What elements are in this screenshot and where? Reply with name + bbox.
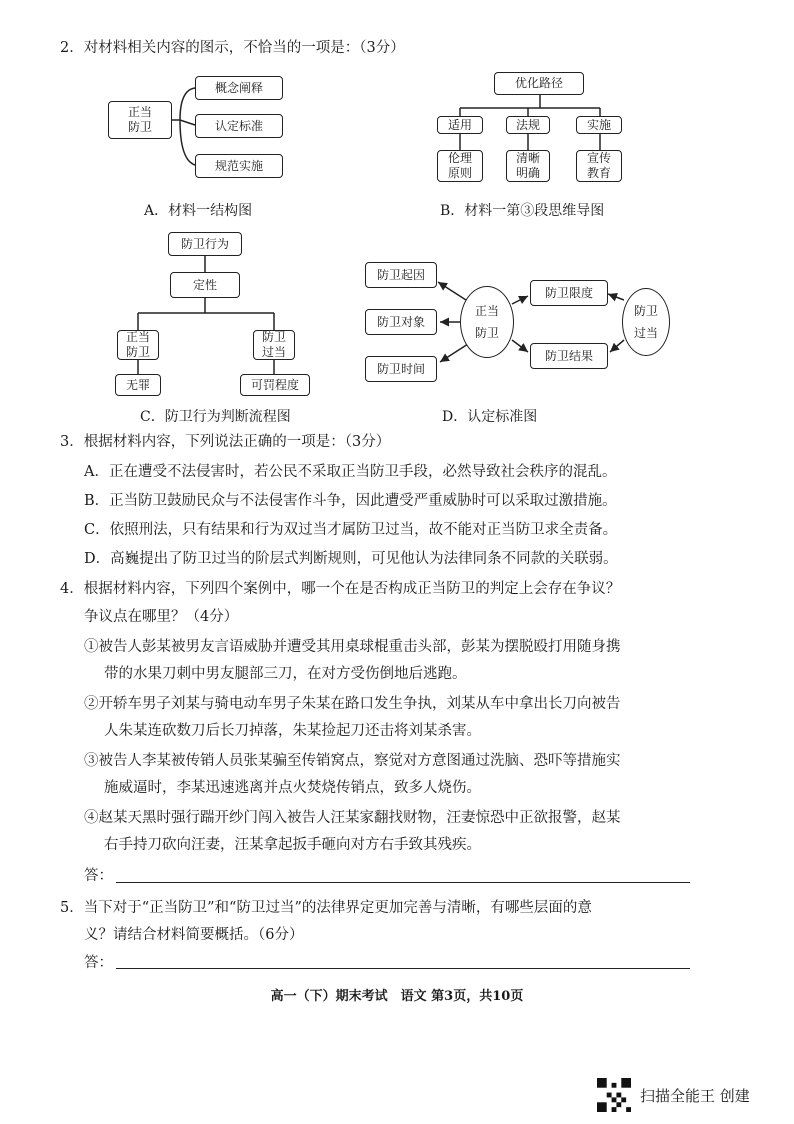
q4-case-3-line2: 施威逼时，李某迅速逃离并点火焚烧传销点，致多人烧伤。 xyxy=(104,780,481,796)
diagram-a-caption: A．材料一结构图 xyxy=(144,203,253,219)
q5-prompt-line1: 5．当下对于“正当防卫”和“防卫过当”的法律界定更加完善与清晰，有哪些层面的意 xyxy=(60,900,592,916)
diagram-d-right-1: 防卫限度 xyxy=(530,280,608,306)
scanner-watermark: 扫描全能王 创建 xyxy=(640,1087,750,1105)
q5-answer-label: 答： xyxy=(84,955,113,971)
q3-option-b: B．正当防卫鼓励民众与不法侵害作斗争，因此遭受严重威胁时可以采取过激措施。 xyxy=(84,493,617,509)
diagram-c-right xyxy=(253,330,295,360)
diagram-b-leaf-1-line2: 原则 xyxy=(447,166,472,180)
diagram-d-left-2: 防卫对象 xyxy=(365,309,437,335)
diagram-a-root-line1: 正当 xyxy=(127,105,152,119)
diagram-b-mid-2: 法规 xyxy=(506,116,550,134)
diagram-d-center xyxy=(460,286,514,358)
diagram-b-leaf-3-line1: 宣传 xyxy=(586,151,611,165)
diagram-b-caption: B．材料一第③段思维导图 xyxy=(440,203,605,219)
diagram-b-leaf-1 xyxy=(437,150,483,182)
q4-case-1-line1: ①被告人彭某被男友言语威胁并遭受其用桌球棍重击头部，彭某为摆脱殴打用随身携 xyxy=(84,639,621,655)
diagram-c-right-line2: 过当 xyxy=(261,345,286,359)
q5-prompt-line2: 义？请结合材料简要概括。（6分） xyxy=(84,927,304,943)
diagram-c-mid: 定性 xyxy=(170,272,240,298)
diagram-a-root xyxy=(108,101,172,139)
diagram-b-leaf-3-line2: 教育 xyxy=(586,166,611,180)
diagram-c-caption: C．防卫行为判断流程图 xyxy=(140,409,291,425)
diagram-d-far-right-line1: 防卫 xyxy=(633,304,658,318)
page-footer: 高一（下）期末考试 语文 第3页，共10页 xyxy=(270,989,524,1004)
q4-answer-label: 答： xyxy=(84,868,113,884)
diagram-a-root-line2: 防卫 xyxy=(127,120,152,134)
q4-case-4-line1: ④赵某天黑时强行踹开纱门闯入被告人汪某家翻找财物，汪妻惊恐中正欲报警，赵某 xyxy=(84,810,621,826)
qr-code-icon xyxy=(597,1078,631,1112)
diagram-b-mid-3: 实施 xyxy=(576,116,622,134)
diagram-b-root: 优化路径 xyxy=(494,72,584,95)
diagram-b-leaf-2-line2: 明确 xyxy=(515,166,540,180)
diagram-c-top: 防卫行为 xyxy=(168,232,242,256)
diagram-b-leaf-3 xyxy=(576,150,622,182)
q4-prompt-line2: 争议点在哪里？（4分） xyxy=(84,609,239,625)
q3-option-a: A．正在遭受不法侵害时，若公民不采取正当防卫手段，必然导致社会秩序的混乱。 xyxy=(84,464,617,480)
diagram-d-left-1: 防卫起因 xyxy=(365,262,437,288)
diagram-c-left xyxy=(117,330,159,360)
q3-option-d: D．高巍提出了防卫过当的阶层式判断规则，可见他认为法律同条不同款的关联弱。 xyxy=(84,551,618,567)
diagram-d-left-3: 防卫时间 xyxy=(365,356,437,382)
diagram-c-left-line2: 防卫 xyxy=(125,345,150,359)
diagram-b-mid-1: 适用 xyxy=(437,116,483,134)
diagram-c-left-line1: 正当 xyxy=(125,330,150,344)
diagram-c-right-line1: 防卫 xyxy=(261,330,286,344)
q4-case-1-line2: 带的水果刀刺中男友腿部三刀，在对方受伤倒地后逃跑。 xyxy=(104,666,467,682)
diagram-d-far-right-line2: 过当 xyxy=(633,326,658,340)
diagram-d-center-line1: 正当 xyxy=(474,304,499,318)
q3-prompt: 3．根据材料内容，下列说法正确的一项是：（3分） xyxy=(60,434,391,450)
q4-case-2-line1: ②开轿车男子刘某与骑电动车男子朱某在路口发生争执，刘某从车中拿出长刀向被告 xyxy=(84,696,621,712)
q4-case-2-line2: 人朱某连砍数刀后长刀掉落，朱某捡起刀还击将刘某杀害。 xyxy=(104,723,481,739)
diagram-d-right-2: 防卫结果 xyxy=(530,343,608,369)
diagram-c-right-result: 可罚程度 xyxy=(240,374,310,396)
diagram-b-leaf-1-line1: 伦理 xyxy=(447,151,472,165)
q4-answer-line xyxy=(116,882,690,883)
diagram-b-leaf-2-line1: 清晰 xyxy=(515,151,540,165)
diagram-a-branch-3: 规范实施 xyxy=(195,154,283,178)
q4-case-3-line1: ③被告人李某被传销人员张某骗至传销窝点，察觉对方意图通过洗脑、恐吓等措施实 xyxy=(84,753,621,769)
diagram-c-left-result: 无罪 xyxy=(115,374,161,396)
q4-case-4-line2: 右手持刀砍向汪妻，汪某拿起扳手砸向对方右手致其残疾。 xyxy=(104,837,481,853)
diagram-d-center-line2: 防卫 xyxy=(474,326,499,340)
diagram-a-branch-2: 认定标准 xyxy=(195,114,283,138)
diagram-d-far-right xyxy=(622,288,670,356)
q3-option-c: C．依照刑法，只有结果和行为双过当才属防卫过当，故不能对正当防卫求全责备。 xyxy=(84,522,618,538)
q2-prompt: 2．对材料相关内容的图示，不恰当的一项是：（3分） xyxy=(60,40,405,56)
diagram-b-leaf-2 xyxy=(506,150,550,182)
q5-answer-line xyxy=(116,968,690,969)
diagram-d-caption: D．认定标准图 xyxy=(442,409,538,425)
q4-prompt-line1: 4．根据材料内容，下列四个案例中，哪一个在是否构成正当防卫的判定上会存在争议？ xyxy=(60,581,621,597)
diagram-a-branch-1: 概念阐释 xyxy=(195,76,283,100)
